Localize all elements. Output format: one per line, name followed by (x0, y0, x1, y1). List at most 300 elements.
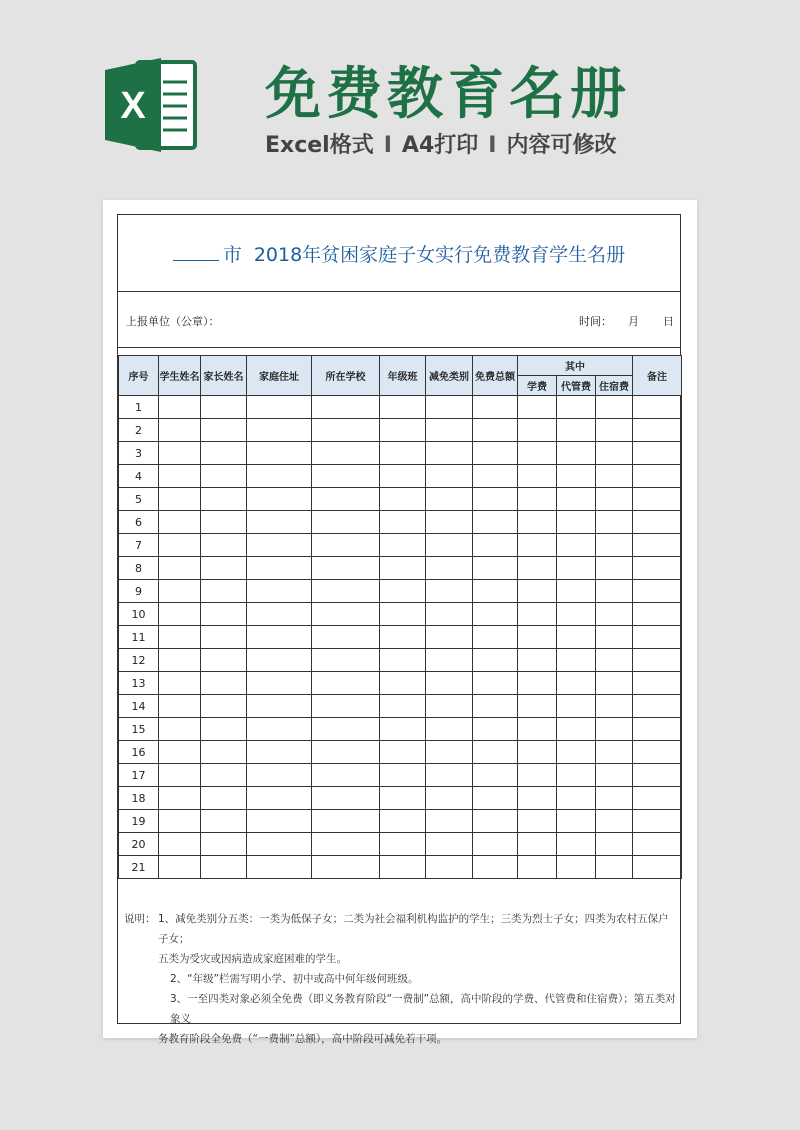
table-cell[interactable] (426, 511, 473, 534)
table-cell[interactable] (201, 626, 247, 649)
table-cell[interactable] (473, 672, 518, 695)
table-row (119, 856, 682, 879)
table-cell[interactable] (380, 557, 426, 580)
table-row (119, 649, 682, 672)
table-cell[interactable] (380, 810, 426, 833)
table-cell[interactable] (596, 442, 633, 465)
table-cell[interactable] (633, 465, 682, 488)
table-cell[interactable] (518, 511, 557, 534)
table-cell[interactable] (596, 465, 633, 488)
table-cell[interactable] (518, 465, 557, 488)
col-header-student-name: 学生姓名 (159, 356, 201, 396)
notes-lead: 说明： (124, 913, 156, 925)
table-cell[interactable] (312, 557, 380, 580)
row-index: 17 (119, 764, 159, 787)
document-title-text: 2018年贫困家庭子女实行免费教育学生名册 (253, 243, 626, 266)
table-cell[interactable] (633, 672, 682, 695)
col-header-remarks: 备注 (633, 356, 682, 396)
table-cell[interactable] (426, 764, 473, 787)
table-cell[interactable] (159, 649, 201, 672)
table-cell[interactable] (312, 810, 380, 833)
col-header-custody-fee: 代管费 (557, 376, 596, 396)
table-cell[interactable] (633, 442, 682, 465)
table-cell[interactable] (473, 695, 518, 718)
row-index: 3 (119, 442, 159, 465)
table-cell[interactable] (201, 603, 247, 626)
table-cell[interactable] (518, 626, 557, 649)
table-cell[interactable] (312, 672, 380, 695)
table-cell[interactable] (312, 695, 380, 718)
table-cell[interactable] (518, 396, 557, 419)
table-cell[interactable] (380, 603, 426, 626)
document-page (103, 200, 697, 1045)
table-cell[interactable] (380, 856, 426, 879)
table-cell[interactable] (426, 741, 473, 764)
table-cell[interactable] (247, 557, 312, 580)
table-cell[interactable] (426, 603, 473, 626)
table-cell[interactable] (518, 833, 557, 856)
table-cell[interactable] (557, 465, 596, 488)
table-cell[interactable] (633, 856, 682, 879)
table-cell[interactable] (633, 718, 682, 741)
subtitle-separator: I (383, 133, 392, 158)
table-cell[interactable] (312, 580, 380, 603)
table-cell[interactable] (312, 626, 380, 649)
table-cell[interactable] (557, 557, 596, 580)
excel-logo-letter: X (120, 85, 146, 127)
table-cell[interactable] (312, 442, 380, 465)
table-cell[interactable] (518, 442, 557, 465)
table-cell[interactable] (159, 672, 201, 695)
col-header-grade-class: 年级班 (380, 356, 426, 396)
row-index: 16 (119, 741, 159, 764)
table-cell[interactable] (201, 810, 247, 833)
table-cell[interactable] (201, 856, 247, 879)
table-cell[interactable] (201, 672, 247, 695)
table-cell[interactable] (557, 511, 596, 534)
table-cell[interactable] (247, 856, 312, 879)
table-cell[interactable] (557, 580, 596, 603)
table-cell[interactable] (380, 833, 426, 856)
table-cell[interactable] (557, 787, 596, 810)
table-cell[interactable] (380, 787, 426, 810)
col-header-lodging-fee: 住宿费 (596, 376, 633, 396)
table-cell[interactable] (557, 856, 596, 879)
table-cell[interactable] (159, 833, 201, 856)
table-row (119, 488, 682, 511)
table-cell[interactable] (201, 580, 247, 603)
table-cell[interactable] (518, 718, 557, 741)
table-cell[interactable] (426, 856, 473, 879)
row-index: 15 (119, 718, 159, 741)
table-row (119, 419, 682, 442)
table-cell[interactable] (518, 488, 557, 511)
table-cell[interactable] (633, 534, 682, 557)
table-row (119, 442, 682, 465)
table-cell[interactable] (596, 488, 633, 511)
table-cell[interactable] (596, 764, 633, 787)
table-cell[interactable] (201, 419, 247, 442)
row-index: 12 (119, 649, 159, 672)
table-cell[interactable] (518, 787, 557, 810)
table-cell[interactable] (426, 810, 473, 833)
table-cell[interactable] (380, 442, 426, 465)
table-cell[interactable] (426, 534, 473, 557)
table-cell[interactable] (518, 534, 557, 557)
table-cell[interactable] (159, 557, 201, 580)
table-cell[interactable] (473, 396, 518, 419)
date-day-label: 日 (663, 315, 674, 328)
excel-logo-icon (103, 58, 199, 152)
table-cell[interactable] (426, 557, 473, 580)
table-cell[interactable] (426, 488, 473, 511)
table-cell[interactable] (380, 741, 426, 764)
table-cell[interactable] (596, 511, 633, 534)
table-cell[interactable] (473, 787, 518, 810)
table-cell[interactable] (473, 764, 518, 787)
table-row (119, 465, 682, 488)
table-cell[interactable] (159, 695, 201, 718)
table-cell[interactable] (312, 534, 380, 557)
table-cell[interactable] (380, 626, 426, 649)
row-index: 20 (119, 833, 159, 856)
table-cell[interactable] (557, 603, 596, 626)
table-cell[interactable] (633, 787, 682, 810)
table-cell[interactable] (557, 649, 596, 672)
table-cell[interactable] (201, 442, 247, 465)
table-cell[interactable] (518, 557, 557, 580)
table-cell[interactable] (247, 764, 312, 787)
table-cell[interactable] (247, 580, 312, 603)
table-cell[interactable] (518, 810, 557, 833)
table-cell[interactable] (312, 856, 380, 879)
table-cell[interactable] (633, 649, 682, 672)
report-date (579, 313, 674, 329)
table-cell[interactable] (201, 649, 247, 672)
table-cell[interactable] (247, 465, 312, 488)
table-cell[interactable] (312, 396, 380, 419)
row-index: 2 (119, 419, 159, 442)
subtitle-print: A4打印 (401, 133, 479, 158)
table-cell[interactable] (633, 419, 682, 442)
table-cell[interactable] (380, 396, 426, 419)
table-cell[interactable] (473, 833, 518, 856)
table-cell[interactable] (426, 465, 473, 488)
table-cell[interactable] (518, 764, 557, 787)
table-cell[interactable] (426, 695, 473, 718)
table-cell[interactable] (159, 603, 201, 626)
table-cell[interactable] (557, 695, 596, 718)
table-cell[interactable] (380, 672, 426, 695)
table-cell[interactable] (247, 833, 312, 856)
table-cell[interactable] (201, 787, 247, 810)
table-cell[interactable] (518, 419, 557, 442)
table-cell[interactable] (380, 580, 426, 603)
col-header-group-among: 其中 (518, 356, 633, 376)
table-cell[interactable] (247, 419, 312, 442)
table-cell[interactable] (473, 419, 518, 442)
table-cell[interactable] (201, 396, 247, 419)
report-meta-row (118, 291, 680, 348)
table-cell[interactable] (518, 695, 557, 718)
table-cell[interactable] (426, 626, 473, 649)
row-index: 7 (119, 534, 159, 557)
table-cell[interactable] (247, 672, 312, 695)
row-index: 4 (119, 465, 159, 488)
table-cell[interactable] (426, 649, 473, 672)
table-cell[interactable] (518, 603, 557, 626)
table-cell[interactable] (312, 718, 380, 741)
table-cell[interactable] (633, 580, 682, 603)
table-cell[interactable] (633, 603, 682, 626)
row-index: 14 (119, 695, 159, 718)
table-row (119, 741, 682, 764)
table-cell[interactable] (557, 396, 596, 419)
table-cell[interactable] (557, 534, 596, 557)
table-cell[interactable] (473, 741, 518, 764)
table-cell[interactable] (633, 396, 682, 419)
reporting-unit-label: 上报单位（公章）： (126, 315, 220, 328)
table-cell[interactable] (312, 419, 380, 442)
table-cell[interactable] (596, 580, 633, 603)
table-cell[interactable] (159, 856, 201, 879)
table-cell[interactable] (247, 603, 312, 626)
row-index: 5 (119, 488, 159, 511)
table-cell[interactable] (596, 419, 633, 442)
table-cell[interactable] (557, 442, 596, 465)
table-cell[interactable] (159, 396, 201, 419)
table-row (119, 511, 682, 534)
table-cell[interactable] (633, 488, 682, 511)
row-index: 1 (119, 396, 159, 419)
table-cell[interactable] (426, 833, 473, 856)
table-cell[interactable] (247, 787, 312, 810)
table-cell[interactable] (473, 534, 518, 557)
table-cell[interactable] (312, 603, 380, 626)
table-cell[interactable] (426, 672, 473, 695)
table-cell[interactable] (380, 419, 426, 442)
student-roster-table (118, 355, 682, 879)
table-cell[interactable] (312, 465, 380, 488)
row-index: 10 (119, 603, 159, 626)
table-cell[interactable] (380, 718, 426, 741)
table-cell[interactable] (380, 649, 426, 672)
table-cell[interactable] (312, 511, 380, 534)
table-cell[interactable] (633, 764, 682, 787)
table-row (119, 833, 682, 856)
table-row (119, 603, 682, 626)
table-cell[interactable] (159, 442, 201, 465)
table-cell[interactable] (201, 741, 247, 764)
table-cell[interactable] (159, 419, 201, 442)
table-cell[interactable] (426, 718, 473, 741)
table-cell[interactable] (201, 695, 247, 718)
table-cell[interactable] (201, 534, 247, 557)
table-cell[interactable] (201, 511, 247, 534)
row-index: 21 (119, 856, 159, 879)
table-cell[interactable] (557, 833, 596, 856)
page-header (0, 0, 800, 190)
table-cell[interactable] (159, 534, 201, 557)
row-index: 9 (119, 580, 159, 603)
table-row (119, 534, 682, 557)
table-cell[interactable] (159, 488, 201, 511)
table-cell[interactable] (159, 511, 201, 534)
table-cell[interactable] (557, 741, 596, 764)
table-cell[interactable] (312, 833, 380, 856)
table-cell[interactable] (380, 695, 426, 718)
row-index: 18 (119, 787, 159, 810)
col-header-free-total: 免费总额 (473, 356, 518, 396)
table-cell[interactable] (473, 626, 518, 649)
col-header-parent-name: 家长姓名 (201, 356, 247, 396)
subtitle-separator: I (488, 133, 497, 158)
table-cell[interactable] (596, 787, 633, 810)
table-cell[interactable] (633, 810, 682, 833)
table-cell[interactable] (247, 649, 312, 672)
row-index: 19 (119, 810, 159, 833)
table-cell[interactable] (596, 833, 633, 856)
row-index: 6 (119, 511, 159, 534)
table-cell[interactable] (473, 465, 518, 488)
table-cell[interactable] (159, 810, 201, 833)
table-cell[interactable] (557, 764, 596, 787)
table-cell[interactable] (159, 787, 201, 810)
table-cell[interactable] (633, 833, 682, 856)
table-cell[interactable] (473, 603, 518, 626)
note-item-2: 2、“年级”栏需写明小学、初中或高中何年级何班级。 (170, 973, 419, 985)
table-cell[interactable] (596, 695, 633, 718)
table-cell[interactable] (159, 580, 201, 603)
table-cell[interactable] (247, 718, 312, 741)
table-cell[interactable] (201, 488, 247, 511)
table-cell[interactable] (159, 741, 201, 764)
table-cell[interactable] (201, 465, 247, 488)
date-time-label: 时间： (579, 315, 612, 328)
table-cell[interactable] (247, 442, 312, 465)
note-item-3-cont: 务教育阶段全免费（“一费制”总额），高中阶段可减免若干项。 (158, 1033, 448, 1045)
table-cell[interactable] (596, 557, 633, 580)
table-cell[interactable] (312, 787, 380, 810)
col-header-tuition: 学费 (518, 376, 557, 396)
table-cell[interactable] (201, 557, 247, 580)
table-cell[interactable] (633, 741, 682, 764)
table-cell[interactable] (380, 534, 426, 557)
table-cell[interactable] (518, 672, 557, 695)
table-cell[interactable] (247, 396, 312, 419)
table-cell[interactable] (159, 718, 201, 741)
table-cell[interactable] (247, 741, 312, 764)
table-cell[interactable] (473, 557, 518, 580)
table-cell[interactable] (518, 856, 557, 879)
table-cell[interactable] (596, 741, 633, 764)
table-cell[interactable] (473, 580, 518, 603)
table-cell[interactable] (247, 488, 312, 511)
table-cell[interactable] (426, 396, 473, 419)
table-cell[interactable] (159, 626, 201, 649)
document-frame (117, 214, 681, 1045)
table-cell[interactable] (473, 810, 518, 833)
table-cell[interactable] (557, 718, 596, 741)
table-cell[interactable] (557, 626, 596, 649)
table-cell[interactable] (426, 419, 473, 442)
table-cell[interactable] (633, 626, 682, 649)
document-title-city: 市 (222, 243, 242, 266)
document-title (118, 215, 680, 292)
row-index: 13 (119, 672, 159, 695)
table-cell[interactable] (473, 442, 518, 465)
table-cell[interactable] (596, 810, 633, 833)
table-cell[interactable] (247, 695, 312, 718)
table-cell[interactable] (426, 787, 473, 810)
table-cell[interactable] (426, 442, 473, 465)
col-header-index: 序号 (119, 356, 159, 396)
note-item-3: 3、一至四类对象必须全免费（即义务教育阶段“一费制”总额，高中阶段的学费、代管费和住宿费）；第五类对象义 (170, 993, 676, 1025)
table-cell[interactable] (633, 557, 682, 580)
table-row (119, 557, 682, 580)
table-cell[interactable] (473, 856, 518, 879)
table-cell[interactable] (247, 626, 312, 649)
table-cell[interactable] (380, 764, 426, 787)
table-row (119, 764, 682, 787)
table-cell[interactable] (312, 764, 380, 787)
table-cell[interactable] (201, 833, 247, 856)
table-cell[interactable] (201, 718, 247, 741)
table-cell[interactable] (380, 488, 426, 511)
table-row (119, 787, 682, 810)
table-cell[interactable] (247, 810, 312, 833)
table-cell[interactable] (380, 511, 426, 534)
table-cell[interactable] (596, 534, 633, 557)
table-cell[interactable] (596, 649, 633, 672)
table-cell[interactable] (473, 511, 518, 534)
table-cell[interactable] (518, 649, 557, 672)
table-row (119, 396, 682, 419)
table-cell[interactable] (473, 488, 518, 511)
table-cell[interactable] (473, 718, 518, 741)
table-cell[interactable] (518, 741, 557, 764)
col-header-exemption-type: 减免类别 (426, 356, 473, 396)
table-cell[interactable] (596, 856, 633, 879)
table-cell[interactable] (633, 511, 682, 534)
table-header (119, 356, 682, 396)
table-cell[interactable] (518, 580, 557, 603)
table-cell[interactable] (159, 764, 201, 787)
table-cell[interactable] (312, 649, 380, 672)
table-cell[interactable] (596, 672, 633, 695)
table-cell[interactable] (557, 488, 596, 511)
table-cell[interactable] (380, 465, 426, 488)
table-row (119, 672, 682, 695)
table-cell[interactable] (426, 580, 473, 603)
table-cell[interactable] (557, 672, 596, 695)
table-cell[interactable] (312, 741, 380, 764)
table-cell[interactable] (596, 396, 633, 419)
table-cell[interactable] (596, 603, 633, 626)
table-cell[interactable] (247, 534, 312, 557)
table-cell[interactable] (312, 488, 380, 511)
table-cell[interactable] (159, 465, 201, 488)
table-cell[interactable] (201, 764, 247, 787)
table-cell[interactable] (596, 626, 633, 649)
table-cell[interactable] (557, 419, 596, 442)
table-cell[interactable] (473, 649, 518, 672)
table-row (119, 580, 682, 603)
table-cell[interactable] (247, 511, 312, 534)
table-cell[interactable] (557, 810, 596, 833)
table-cell[interactable] (596, 718, 633, 741)
table-cell[interactable] (633, 695, 682, 718)
